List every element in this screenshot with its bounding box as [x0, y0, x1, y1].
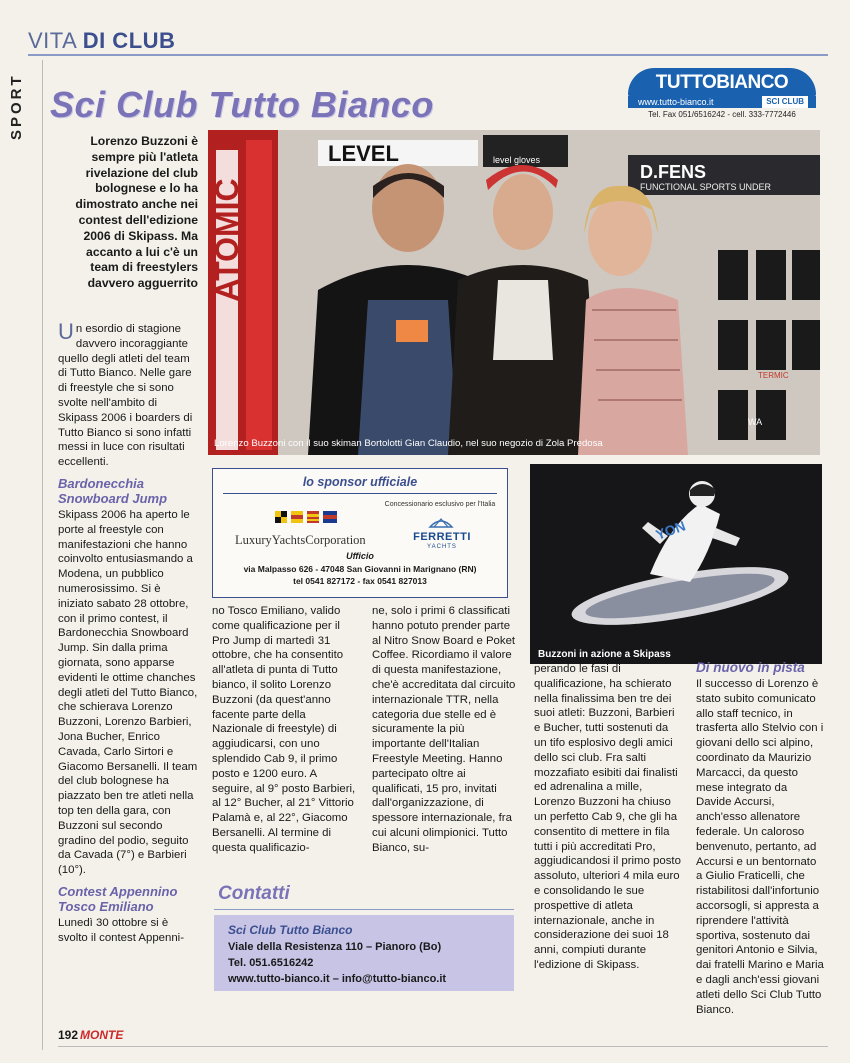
logo-phone: Tel. Fax 051/6516242 - cell. 333-7772446 — [648, 110, 796, 119]
column-1 — [58, 319, 198, 945]
article-paragraph: Il successo di Lorenzo è stato subito comunicato allo staff tecnico, in trasferta allo Stelvio con i giovani dello sci alpino, coordinato da Maurizio Marcacci, da questo mese integrato da Davide Accursi, anch'esso allenatore federale. Un caloroso benvenuto, pertanto, ad Accursi e un bentornato a Giulio Fraticelli, che ristabilitosi dall'infortunio accorsogli, si appresta a riprendere l'attività sportiva, sostenuto dai genitori Antonio e Silvia, dai fratelli Marino e Maria e dagli anch'essi giovani atleti dello Sci Club Tutto Bianco. — [696, 678, 824, 1016]
intro-lead: Lorenzo Buzzoni è sempre più l'atleta rivelazione del club bolognese e lo ha dimostrato anche nei contest dell'edizione 2006 di Skipass. Ma accanto a lui c'è un team di freestylers davvero agguerrito — [75, 134, 198, 291]
article-paragraph: Skipass 2006 ha aperto le porte al freestyle con manifestazioni che hanno coinvolto entusiasmando a Modena, un pubblico numerosissimo. Si è iniziato sabato 28 ottobre, con il primo contest, il Bardonecchia Snowboard Jump. Sin dalla prima giornata, sono apparse evidenti le ottime chanches degli atleti del Tutto Bianco, che schierava Lorenzo Buzzoni, Lorenzo Barbieri, Jona Bucher, Enrico Cavada, Carlo Sirtori e Giacomo Bersanelli. Il team del club bolognese ha piazzato ben tre atleti nella top ten della gara, con Buzzoni sul secondo gradino del podio, seguito da Cavada (7°) e Barbieri (10°). — [58, 508, 198, 877]
termic-sign: TERMIC — [758, 371, 789, 380]
logo-tag: SCI CLUB — [762, 96, 808, 108]
subhead-bardonecchia: Bardonecchia Snowboard Jump — [58, 475, 168, 506]
column-3: ne, solo i primi 6 classificati hanno potuto prender parte al Nitro Snow Board e Poket Coffee. Ricordiamo il valore di questa manifestazione, che'è accreditata dal circuito internazionale TTR, nella categoria due stelle ed è sicuramente la più importante dell'Italian Freestyle Meeting. Hanno partecipato oltre ai qualificati, 15 pro, invitati dall'organizzazione, di spessore internazionale, fra cui alcuni olimpionici. Tutto Bianco, su- — [372, 605, 516, 854]
subhead-contest: Contest Appennino Tosco Emiliano — [58, 883, 178, 914]
dfens-sign: D.FENS — [640, 162, 707, 182]
snowboard-photo — [530, 464, 822, 664]
sponsor-phone: tel 0541 827172 - fax 0541 827013 — [293, 576, 427, 586]
club-logo — [628, 68, 816, 120]
snowboard-illustration — [530, 464, 822, 664]
nautical-flags-icon — [275, 511, 345, 525]
dfens-sub-sign: FUNCTIONAL SPORTS UNDER — [640, 182, 772, 192]
section-label: VITA DI CLUB — [28, 28, 176, 53]
column-4: perando le fasi di qualificazione, ha schierato nella finalissima ben tre dei suoi atleti: Buzzoni, Barbieri e Bucher, tutti sostenuti da un tifo esplosivo degli amici dello sci club. Fra salti mozzafiato esibiti dai finalisti ed adrenalina a mille, Lorenzo Buzzoni ha chiuso un perfetto Cab 9, che gli ha consentito di mettere in fila tutti i più accreditati Pro, aggiudicandosi il primo posto assoluto, ulteriori 4 mila euro e consolidando le sue prospettive di atleta internazionale, anche in considerazione dei suoi 18 anni, compiuti durante l'edizione di Skipass. — [534, 663, 681, 971]
level-sign: LEVEL — [328, 141, 399, 166]
sponsor-brand: FERRETTI — [413, 531, 471, 543]
sponsor-address: via Malpasso 626 - 47048 San Giovanni in Marignano (RN) — [243, 564, 477, 574]
ski-sign: ATOMIC — [209, 178, 245, 302]
top-divider — [28, 54, 828, 56]
photo-caption: Lorenzo Buzzoni con il suo skiman Bortolotti Gian Claudio, nel suo negozio di Zola Predosa — [214, 438, 603, 449]
page-title: Sci Club Tutto Bianco — [50, 84, 434, 125]
contacts-web: www.tutto-bianco.it – info@tutto-bianco.it — [228, 973, 447, 985]
contacts-divider — [214, 909, 514, 910]
drop-cap: U — [58, 319, 74, 344]
side-divider — [42, 60, 43, 1050]
shop-photo-illustration — [208, 130, 820, 455]
svg-text:YON: YON — [653, 517, 688, 543]
side-section-label: SPORT — [8, 73, 25, 141]
contacts-box — [214, 915, 514, 991]
sponsor-concession: Concessionario esclusivo per l'Italia — [384, 501, 496, 508]
logo-url-bar — [628, 96, 816, 108]
wa-sign: WA — [748, 417, 763, 427]
article-paragraph: Lunedì 30 ottobre si è svolto il contest Appenni- — [58, 916, 185, 944]
shop-photo — [208, 130, 820, 455]
snowboard-caption: Buzzoni in azione a Skipass — [538, 649, 671, 660]
ferretti-logo-icon — [428, 513, 454, 531]
gloves-sign: level gloves — [493, 155, 541, 165]
page-footer — [58, 1028, 123, 1042]
sponsor-brand-sub: YACHTS — [427, 544, 457, 550]
sponsor-title: lo sponsor ufficiale — [302, 475, 418, 489]
logo-wordmark: TUTTOBIANCO — [628, 68, 816, 96]
contacts-phone: Tel. 051.6516242 — [228, 957, 314, 969]
page-number: 192 — [58, 1028, 79, 1042]
sponsor-office: Ufficio — [346, 551, 374, 561]
article-paragraph: Un esordio di stagione davvero incoraggiante quello degli atleti del team di Tutto Bianco. Nelle gare di freestyle che si sono svolte nell'ambito di Skipass 2006 i boarders di Tutto Bianco si sono infatti messi in luce con risultati eccellenti. — [58, 319, 193, 469]
subhead-di-nuovo: Di nuovo in pista — [696, 660, 805, 675]
sponsor-box — [212, 468, 508, 598]
logo-url: www.tutto-bianco.it — [638, 97, 714, 107]
sponsor-divider — [223, 493, 497, 494]
sponsor-company: LuxuryYachtsCorporation — [235, 533, 366, 547]
magazine-name: MONTE — [80, 1028, 124, 1042]
contacts-heading: Contatti — [218, 883, 290, 904]
bottom-divider — [58, 1046, 828, 1047]
contacts-address: Viale della Resistenza 110 – Pianoro (Bo) — [228, 941, 442, 953]
contacts-club-name: Sci Club Tutto Bianco — [228, 923, 353, 937]
column-5 — [696, 660, 824, 1017]
column-2: no Tosco Emiliano, valido come qualificazione per il Pro Jump di martedì 31 ottobre, che ha consentito all'atleta di punta di Tutto bianco, il solito Lorenzo Buzzoni (da quest'anno facente parte della Nazionale di freestyle) di aggiudicarsi, con uno splendido Cab 9, il primo posto e 1200 euro. A seguire, al 9° posto Barbieri, al 12° Bucher, al 21° Vittorio Palamà e, al 22°, Giacomo Bersanelli. Al termine di questa qualificazio- — [212, 605, 356, 854]
